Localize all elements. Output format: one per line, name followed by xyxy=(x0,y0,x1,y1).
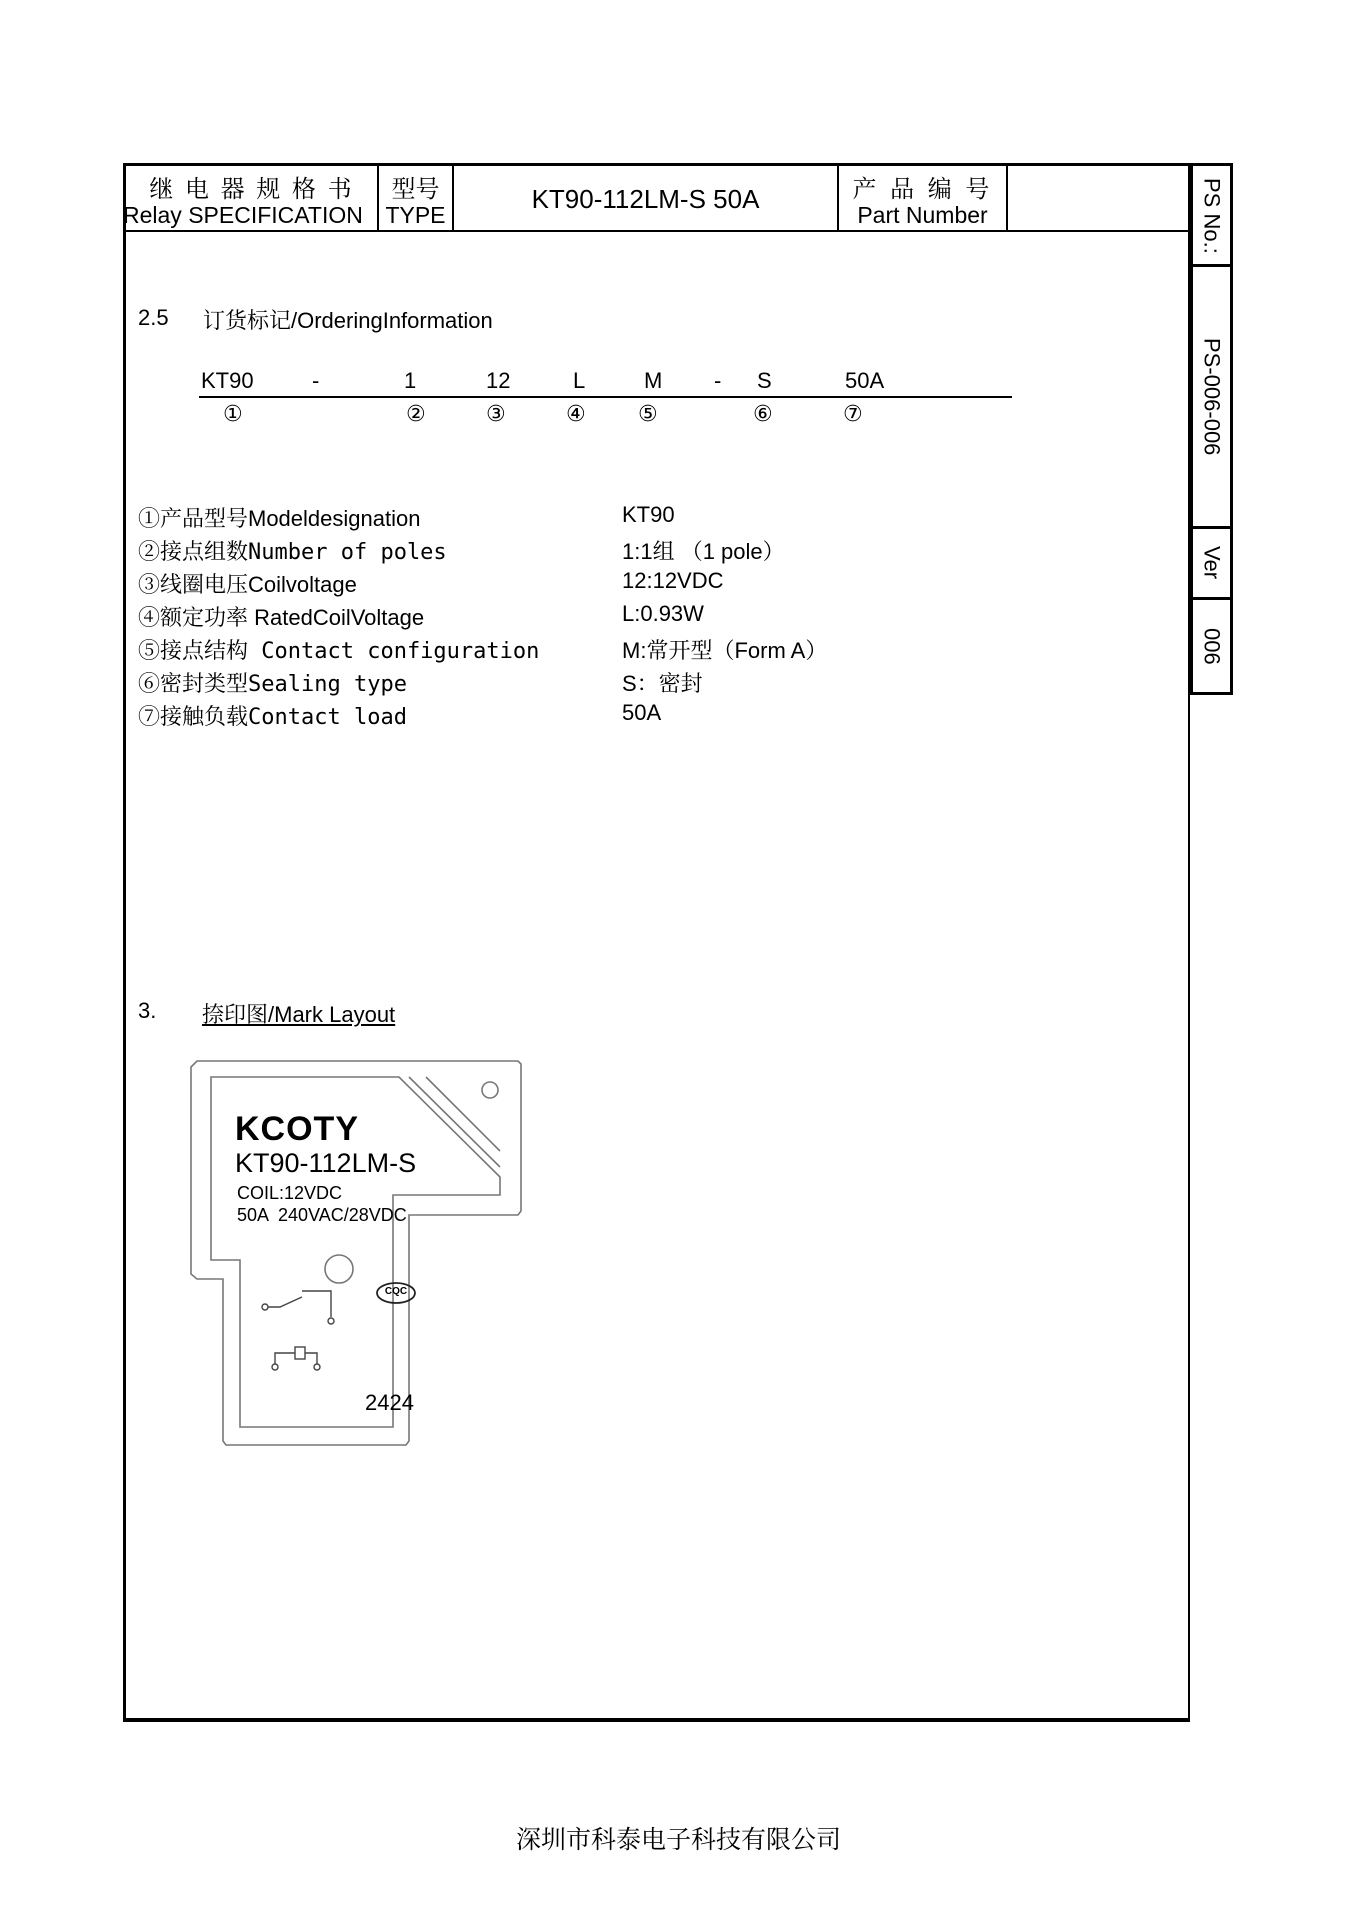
marker-2: ② xyxy=(406,402,426,427)
row-2-value: 1:1组 （1 pole） xyxy=(622,539,785,564)
mark-brand: KCOTY xyxy=(235,1110,359,1148)
mark-layout xyxy=(185,1055,525,1455)
row-1-value: KT90 xyxy=(622,502,675,527)
marker-6: ⑥ xyxy=(753,402,773,427)
code-voltage: 12 xyxy=(486,368,511,393)
code-contact: M xyxy=(644,368,663,393)
mark-rating: 50A 240VAC/28VDC xyxy=(237,1205,407,1225)
type-label-cn: 型号 xyxy=(391,175,440,203)
code-poles: 1 xyxy=(404,368,417,393)
header-sep-4 xyxy=(1006,163,1008,232)
code-dash-1: - xyxy=(312,368,320,393)
switch-symbol-icon xyxy=(262,1291,334,1324)
section-25-title: 订货标记/OrderingInformation xyxy=(203,308,493,333)
code-underline xyxy=(199,396,1012,398)
marker-3: ③ xyxy=(486,402,506,427)
row-3-label: ③线圈电压Coilvoltage xyxy=(138,572,357,597)
row-5-value: M:常开型（Form A） xyxy=(622,638,828,663)
ver-value: 006 xyxy=(1199,627,1225,665)
row-5-label: ⑤接点结构 Contact configuration xyxy=(138,639,540,664)
side-tab xyxy=(1190,163,1233,695)
code-load: 50A xyxy=(845,368,885,393)
row-7-label: ⑦接触负载Contact load xyxy=(138,705,407,730)
ps-no-value: PS-006-006 xyxy=(1199,337,1225,456)
row-6-label: ⑥密封类型Sealing type xyxy=(138,672,407,697)
row-6-value: S：密封 xyxy=(622,671,703,696)
spec-title-en: Relay SPECIFICATION xyxy=(123,202,363,228)
ver-label: Ver xyxy=(1199,546,1225,580)
type-value: KT90-112LM-S 50A xyxy=(531,184,760,214)
code-power: L xyxy=(573,368,586,393)
row-3-value: 12:12VDC xyxy=(622,568,724,593)
coil-symbol-icon xyxy=(272,1347,320,1370)
part-label-cn: 产 品 编 号 xyxy=(852,175,993,203)
header-divider xyxy=(123,230,1190,232)
mark-date-code: 2424 xyxy=(365,1390,414,1415)
code-sealing: S xyxy=(757,368,772,393)
marker-5: ⑤ xyxy=(638,402,658,427)
mark-model: KT90-112LM-S xyxy=(235,1148,417,1178)
row-2-label: ②接点组数Number of poles xyxy=(138,540,447,565)
code-dash-2: - xyxy=(714,368,722,393)
ps-no-label: PS No.: xyxy=(1199,178,1225,254)
mark-coil: COIL:12VDC xyxy=(237,1183,343,1203)
row-7-value: 50A xyxy=(622,700,662,725)
code-series: KT90 xyxy=(201,368,254,393)
row-1-label: ①产品型号Modeldesignation xyxy=(138,506,421,531)
marker-4: ④ xyxy=(566,402,586,427)
section-3-title: 捺印图/Mark Layout xyxy=(202,1002,396,1027)
footer-company: 深圳市科泰电子科技有限公司 xyxy=(515,1825,841,1854)
part-label-en: Part Number xyxy=(857,202,988,228)
section-3-number: 3. xyxy=(138,998,157,1023)
type-label-en: TYPE xyxy=(385,202,446,228)
mark-cert: CQC xyxy=(384,1286,408,1297)
row-4-label: ④额定功率 RatedCoilVoltage xyxy=(138,605,425,630)
row-4-value: L:0.93W xyxy=(622,601,704,626)
marker-7: ⑦ xyxy=(843,402,863,427)
spec-title-cn: 继 电 器 规 格 书 xyxy=(149,175,354,203)
section-25-number: 2.5 xyxy=(138,305,169,330)
marker-1: ① xyxy=(223,402,243,427)
